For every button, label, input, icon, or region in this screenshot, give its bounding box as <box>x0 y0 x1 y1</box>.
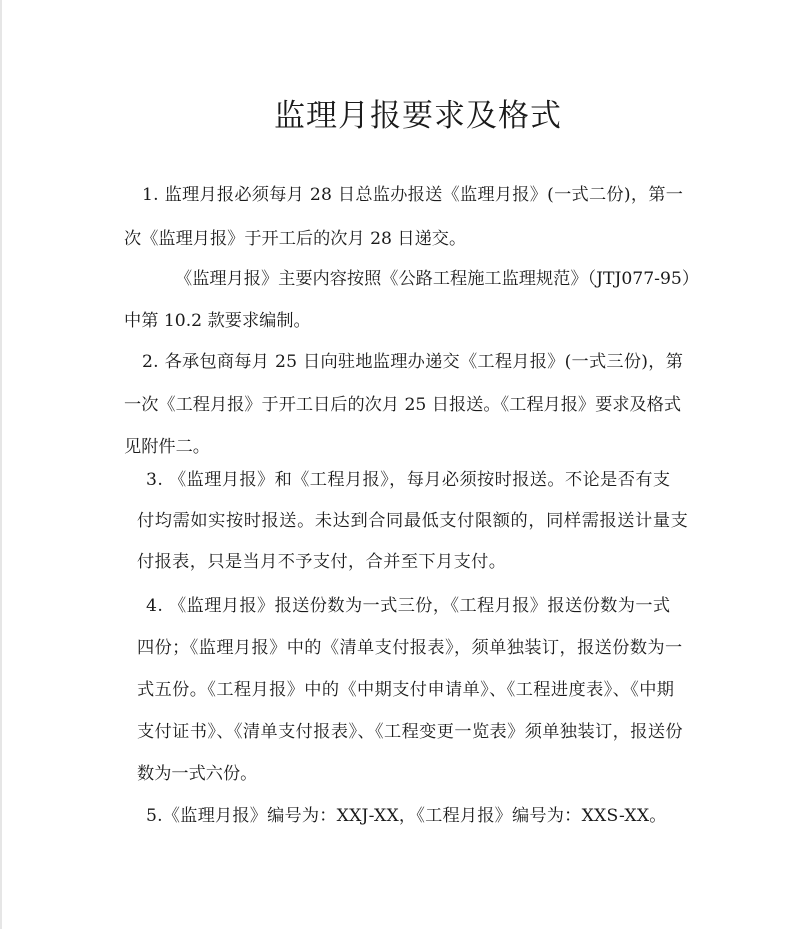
paragraph-line: 见附件二。 <box>124 437 210 457</box>
page-edge <box>0 0 2 929</box>
paragraph-line: 一次《工程月报》于开工日后的次月 25 日报送。《工程月报》要求及格式 <box>124 395 682 415</box>
paragraph-line: 中第 10.2 款要求编制。 <box>124 311 311 331</box>
paragraph-line: 5.《监理月报》编号为：XXJ-XX，《工程月报》编号为：XXS-XX。 <box>146 806 667 826</box>
paragraph-line: 付均需如实按时报送。未达到合同最低支付限额的，同样需报送计量支 <box>137 511 689 531</box>
document-title: 监理月报要求及格式 <box>274 98 562 134</box>
paragraph-line: 式五份。《工程月报》中的《中期支付申请单》、《工程进度表》、《中期 <box>137 680 675 700</box>
paragraph-line: 数为一式六份。 <box>137 764 258 784</box>
paragraph-line: 《监理月报》主要内容按照《公路工程施工监理规范》（JTJ077-95） <box>175 269 700 289</box>
paragraph-line: 次《监理月报》于开工后的次月 28 日递交。 <box>124 229 467 249</box>
paragraph-line: 1. 监理月报必须每月 28 日总监办报送《监理月报》(一式二份)，第一 <box>142 185 684 205</box>
paragraph-line: 2. 各承包商每月 25 日向驻地监理办递交《工程月报》(一式三份)，第 <box>142 352 684 372</box>
paragraph-line: 四份；《监理月报》中的《清单支付报表》，须单独装订，报送份数为一 <box>137 638 683 658</box>
paragraph-line: 4. 《监理月报》报送份数为一式三份，《工程月报》报送份数为一式 <box>146 596 671 616</box>
paragraph-line: 支付证书》、《清单支付报表》、《工程变更一览表》须单独装订，报送份 <box>137 722 683 742</box>
paragraph-line: 3. 《监理月报》和《工程月报》，每月必须按时报送。不论是否有支 <box>146 470 671 490</box>
paragraph-line: 付报表，只是当月不予支付，合并至下月支付。 <box>137 552 507 572</box>
